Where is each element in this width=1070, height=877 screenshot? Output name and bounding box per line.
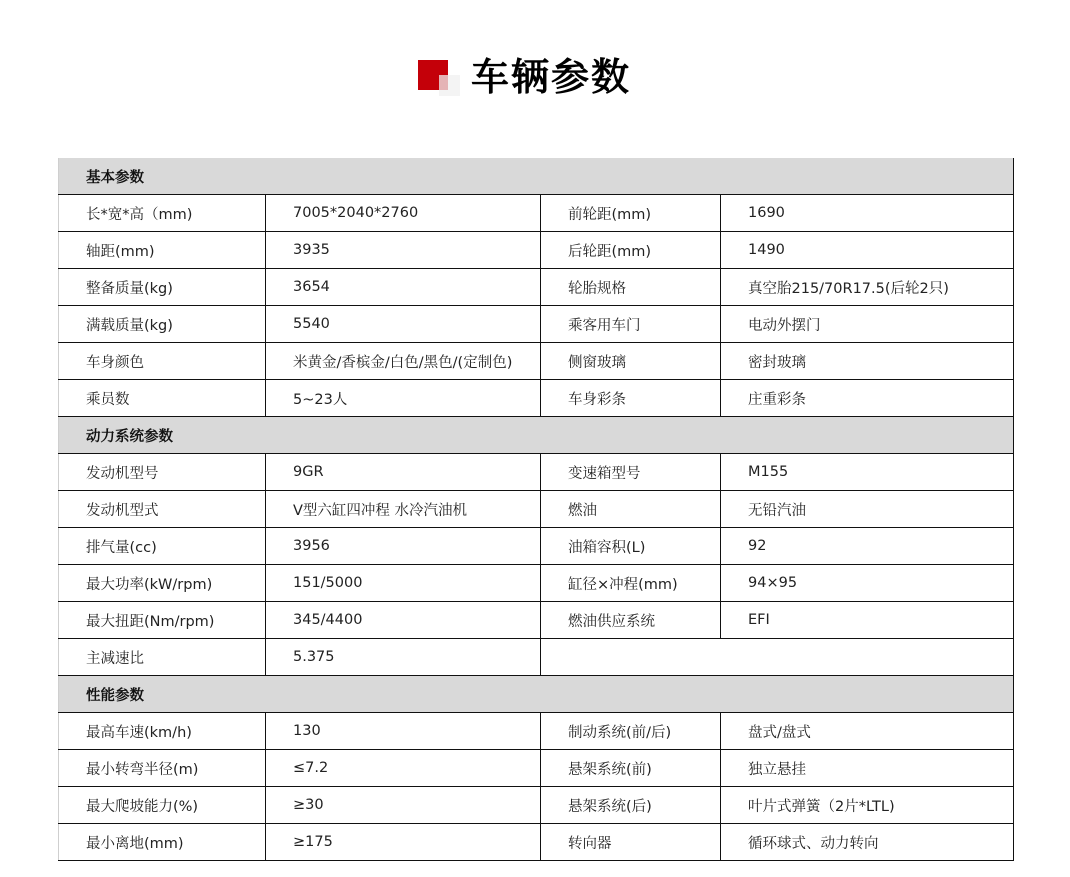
table-row bbox=[59, 195, 1014, 232]
table-row bbox=[59, 232, 1014, 269]
param-value: 94×95 bbox=[721, 565, 1014, 602]
param-label: 乘员数 bbox=[59, 380, 266, 417]
param-label: 悬架系统(前) bbox=[541, 750, 721, 787]
param-value: 5540 bbox=[266, 306, 541, 343]
param-value: 独立悬挂 bbox=[721, 750, 1014, 787]
param-value: 3654 bbox=[266, 269, 541, 306]
red-square-logo-icon bbox=[418, 60, 462, 100]
param-label: 转向器 bbox=[541, 824, 721, 861]
table-row bbox=[59, 491, 1014, 528]
param-value: 电动外摆门 bbox=[721, 306, 1014, 343]
param-label: 悬架系统(后) bbox=[541, 787, 721, 824]
param-label: 油箱容积(L) bbox=[541, 528, 721, 565]
param-value: ≥175 bbox=[266, 824, 541, 861]
param-value: V型六缸四冲程 水冷汽油机 bbox=[266, 491, 541, 528]
table-row bbox=[59, 454, 1014, 491]
param-label: 燃油 bbox=[541, 491, 721, 528]
param-label: 变速箱型号 bbox=[541, 454, 721, 491]
param-label: 最大爬坡能力(%) bbox=[59, 787, 266, 824]
empty-cell bbox=[541, 639, 1014, 676]
param-value: 92 bbox=[721, 528, 1014, 565]
param-value: ≥30 bbox=[266, 787, 541, 824]
param-value: 1490 bbox=[721, 232, 1014, 269]
param-label: 制动系统(前/后) bbox=[541, 713, 721, 750]
param-label: 轮胎规格 bbox=[541, 269, 721, 306]
table-row bbox=[59, 787, 1014, 824]
param-value: M155 bbox=[721, 454, 1014, 491]
param-value: 循环球式、动力转向 bbox=[721, 824, 1014, 861]
param-label: 发动机型式 bbox=[59, 491, 266, 528]
table-row bbox=[59, 343, 1014, 380]
param-value: ≤7.2 bbox=[266, 750, 541, 787]
param-label: 排气量(cc) bbox=[59, 528, 266, 565]
table-row bbox=[59, 602, 1014, 639]
param-label: 前轮距(mm) bbox=[541, 195, 721, 232]
param-label: 主减速比 bbox=[59, 639, 266, 676]
table-row bbox=[59, 750, 1014, 787]
table-row bbox=[59, 824, 1014, 861]
section-header-basic bbox=[59, 158, 1014, 195]
param-label: 最大功率(kW/rpm) bbox=[59, 565, 266, 602]
param-label: 车身彩条 bbox=[541, 380, 721, 417]
param-value: 无铅汽油 bbox=[721, 491, 1014, 528]
param-label: 发动机型号 bbox=[59, 454, 266, 491]
table-row bbox=[59, 713, 1014, 750]
param-value: 3956 bbox=[266, 528, 541, 565]
param-value: 叶片式弹簧（2片*LTL) bbox=[721, 787, 1014, 824]
section-title: 动力系统参数 bbox=[59, 417, 1014, 454]
param-label: 乘客用车门 bbox=[541, 306, 721, 343]
table-row bbox=[59, 639, 1014, 676]
param-value: 1690 bbox=[721, 195, 1014, 232]
param-value: 密封玻璃 bbox=[721, 343, 1014, 380]
table-row bbox=[59, 306, 1014, 343]
param-label: 侧窗玻璃 bbox=[541, 343, 721, 380]
param-value: 5~23人 bbox=[266, 380, 541, 417]
param-label: 车身颜色 bbox=[59, 343, 266, 380]
table-row bbox=[59, 380, 1014, 417]
param-label: 最小转弯半径(m) bbox=[59, 750, 266, 787]
param-label: 燃油供应系统 bbox=[541, 602, 721, 639]
param-label: 整备质量(kg) bbox=[59, 269, 266, 306]
vehicle-spec-table bbox=[58, 158, 1014, 861]
param-label: 最大扭距(Nm/rpm) bbox=[59, 602, 266, 639]
param-value: 3935 bbox=[266, 232, 541, 269]
table-row bbox=[59, 565, 1014, 602]
section-header-performance bbox=[59, 676, 1014, 713]
table-row bbox=[59, 528, 1014, 565]
param-label: 最小离地(mm) bbox=[59, 824, 266, 861]
param-label: 满载质量(kg) bbox=[59, 306, 266, 343]
param-label: 轴距(mm) bbox=[59, 232, 266, 269]
param-value: 345/4400 bbox=[266, 602, 541, 639]
section-title: 基本参数 bbox=[59, 158, 1014, 195]
param-value: 真空胎215/70R17.5(后轮2只) bbox=[721, 269, 1014, 306]
param-value: 庄重彩条 bbox=[721, 380, 1014, 417]
param-value: 5.375 bbox=[266, 639, 541, 676]
section-title: 性能参数 bbox=[59, 676, 1014, 713]
param-label: 最高车速(km/h) bbox=[59, 713, 266, 750]
param-value: 米黄金/香槟金/白色/黑色/(定制色) bbox=[266, 343, 541, 380]
param-label: 缸径×冲程(mm) bbox=[541, 565, 721, 602]
section-header-powertrain bbox=[59, 417, 1014, 454]
param-value: 130 bbox=[266, 713, 541, 750]
param-value: EFI bbox=[721, 602, 1014, 639]
table-row bbox=[59, 269, 1014, 306]
param-value: 盘式/盘式 bbox=[721, 713, 1014, 750]
page-header bbox=[0, 52, 1070, 102]
param-value: 9GR bbox=[266, 454, 541, 491]
param-label: 长*宽*高（mm) bbox=[59, 195, 266, 232]
param-label: 后轮距(mm) bbox=[541, 232, 721, 269]
param-value: 151/5000 bbox=[266, 565, 541, 602]
param-value: 7005*2040*2760 bbox=[266, 195, 541, 232]
page-title: 车辆参数 bbox=[471, 55, 632, 99]
